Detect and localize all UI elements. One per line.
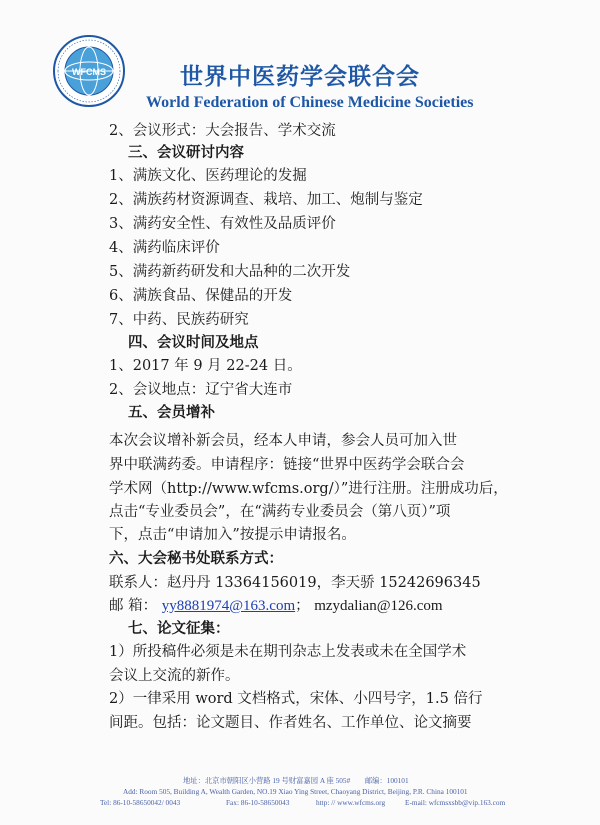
topic-3: 3、满药安全性、有效性及品质评价 [109,216,336,232]
meeting-location: 2、会议地点：辽宁省大连市 [109,382,293,398]
member-para-line-2: 界中联满药委。申请程序：链接“世界中医药学会联合会 [109,457,465,473]
member-para-line-3: 学术网（http://www.wfcms.org/）”进行注册。注册成功后， [109,481,508,497]
section-6-heading: 六、大会秘书处联系方式： [109,550,283,567]
section-3-heading: 三、会议研讨内容 [128,144,244,161]
paper-req-1-line-1: 1）所投稿件必须是未在期刊杂志上发表或未在全国学术 [109,644,467,660]
email-label: 邮 箱： [109,598,158,614]
paper-req-1-line-2: 会议上交流的新作。 [109,668,240,684]
footer-address-en: Add: Room 505, Building A, Wealth Garden, NO.19 Xiao Ying Street, Chaoyang District, Beijing, P.R. China 100101 [123,787,468,796]
member-para-line-5: 下，点击“申请加入”按提示申请报名。 [109,527,356,543]
org-name-en: World Federation of Chinese Medicine Societies [146,94,474,111]
member-para-line-1: 本次会议增补新会员，经本人申请，参会人员可加入世 [109,433,457,449]
footer-tel: Tel: 86-10-58650042/ 0043 [100,798,181,807]
paper-req-2-line-2: 间距。包括：论文题目、作者姓名、工作单位、论文摘要 [109,715,472,731]
footer-address-cn: 地址：北京市朝阳区小营路 19 号财富嘉园 A 座 505# 邮编：100101 [183,776,409,785]
topic-6: 6、满族食品、保健品的开发 [109,288,293,304]
footer-fax: Fax: 86-10-58650043 [226,798,290,807]
meeting-date: 1、2017 年 9 月 22-24 日。 [109,358,302,374]
topic-4: 4、满药临床评价 [109,240,220,256]
wfcms-logo [52,34,126,108]
email-link-1[interactable]: yy8881974@163.com [161,598,296,614]
topic-7: 7、中药、民族药研究 [109,312,249,328]
paper-req-2-line-1: 2）一律采用 word 文档格式，宋体、小四号字，1.5 倍行 [109,691,483,707]
email-address-2: mzydalian@126.com [314,598,443,614]
topic-5: 5、满药新药研发和大品种的二次开发 [109,264,351,280]
footer-email[interactable]: E-mail: wfcmsxsbb@vip.163.com [405,798,506,807]
contact-persons: 联系人：赵丹丹 13364156019，李天骄 15242696345 [109,575,481,591]
member-para-line-4: 点击“专业委员会”，在“满药专业委员会（第八页）”项 [109,504,451,520]
section-5-heading: 五、会员增补 [128,404,215,421]
topic-2: 2、满族药材资源调查、栽培、加工、炮制与鉴定 [109,192,423,208]
topic-1: 1、满族文化、医药理论的发掘 [109,168,307,184]
footer-website[interactable]: http: // www.wfcms.org [316,798,386,807]
email-line [109,597,443,615]
email-separator: ； [295,598,310,614]
logo-text: WFCMS [72,67,106,77]
meeting-format-line: 2、会议形式：大会报告、学术交流 [109,123,336,139]
section-7-heading: 七、论文征集： [128,620,230,637]
org-name-cn: 世界中医药学会联合会 [180,64,420,90]
section-4-heading: 四、会议时间及地点 [128,334,259,351]
